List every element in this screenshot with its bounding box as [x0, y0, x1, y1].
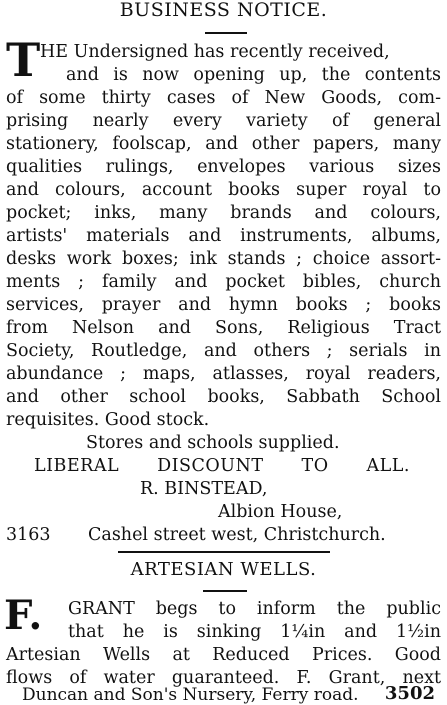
- merchant-house: Albion House,: [218, 502, 343, 522]
- business-line-14: Society, Routledge, and others ; serials in: [6, 341, 441, 361]
- discount-line: LIBERAL DISCOUNT TO ALL.: [34, 456, 410, 476]
- artesian-wells-heading: ARTESIAN WELLS.: [130, 559, 317, 580]
- business-line-6: qualities rulings, envelopes various sizes: [6, 157, 441, 177]
- business-dropcap: T: [6, 33, 41, 87]
- business-line-4: prising nearly every variety of general: [6, 111, 441, 131]
- business-line-15: abundance ; maps, atlasses, royal readers,: [6, 364, 441, 384]
- wells-dropcap: F.: [4, 592, 43, 639]
- heading-rule: [205, 32, 247, 34]
- business-line-1-text: HE Undersigned has recently received,: [40, 42, 390, 62]
- business-line-5: stationery, foolscap, and other papers, many: [6, 134, 441, 154]
- business-line-1: [40, 41, 441, 63]
- section-divider: [118, 551, 330, 553]
- heading-rule-2: [203, 590, 247, 592]
- business-line-11: ments ; family and pocket bibles, church: [6, 272, 441, 292]
- stores-line: Stores and schools supplied.: [86, 433, 340, 453]
- business-line-17: requisites. Good stock.: [6, 410, 210, 430]
- business-line-16: and other school books, Sabbath School: [6, 387, 441, 407]
- wells-line-2: that he is sinking 1¼in and 1½in: [68, 622, 441, 642]
- wells-line-5: Duncan and Son's Nursery, Ferry road.: [22, 685, 359, 705]
- merchant-name: R. BINSTEAD,: [140, 479, 268, 499]
- business-line-7: and colours, account books super royal to: [6, 180, 441, 200]
- business-line-9: artists' materials and instruments, albums,: [6, 226, 441, 246]
- merchant-address: Cashel street west, Christchurch.: [88, 525, 386, 545]
- wells-ad-number: 3502: [384, 683, 435, 704]
- business-line-2: and is now opening up, the contents: [66, 65, 441, 85]
- business-line-3: of some thirty cases of New Goods, com-: [6, 88, 441, 108]
- business-line-10: desks work boxes; ink stands ; choice assort-: [6, 249, 441, 269]
- wells-line-1: GRANT begs to inform the public: [68, 599, 441, 619]
- business-ad-number: 3163: [6, 525, 51, 545]
- business-line-12: services, prayer and hymn books ; books: [6, 295, 441, 315]
- business-notice-heading: BUSINESS NOTICE.: [119, 0, 328, 21]
- business-line-8: pocket; inks, many brands and colours,: [6, 203, 441, 223]
- wells-line-4: flows of water guaranteed. F. Grant, next: [6, 668, 441, 688]
- wells-line-3: Artesian Wells at Reduced Prices. Good: [6, 645, 441, 665]
- business-line-13: from Nelson and Sons, Religious Tract: [6, 318, 441, 338]
